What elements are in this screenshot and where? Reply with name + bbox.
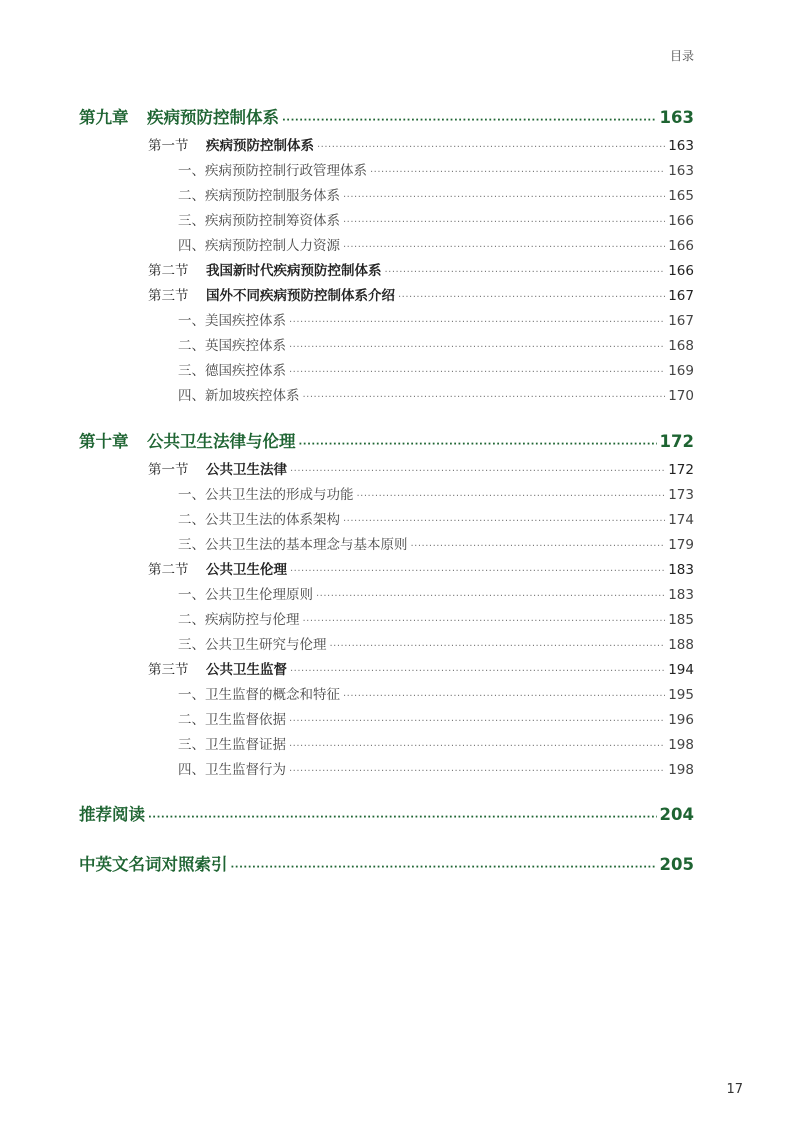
leader-dots xyxy=(289,317,665,328)
toc-item[interactable] xyxy=(178,159,694,179)
page-number: 204 xyxy=(659,805,694,824)
leader-dots xyxy=(343,242,665,253)
toc-chapter[interactable] xyxy=(79,428,694,452)
page-number: 173 xyxy=(668,487,694,503)
toc-item[interactable] xyxy=(178,334,694,354)
page-number: 185 xyxy=(668,612,694,628)
leader-dots xyxy=(303,616,666,627)
page-number: 168 xyxy=(668,338,694,354)
page-number: 183 xyxy=(668,562,694,578)
toc-item[interactable] xyxy=(178,234,694,254)
leader-dots xyxy=(289,766,665,777)
leader-dots xyxy=(290,666,665,677)
page-number: 170 xyxy=(668,388,694,404)
leader-dots xyxy=(330,641,666,652)
item-title: 二、卫生监督依据 xyxy=(178,712,286,728)
section-title: 公共卫生监督 xyxy=(206,662,287,678)
toc-item[interactable] xyxy=(178,209,694,229)
leader-dots xyxy=(316,591,665,602)
toc-item[interactable] xyxy=(178,359,694,379)
section-title: 国外不同疾病预防控制体系介绍 xyxy=(206,288,395,304)
leader-dots xyxy=(343,192,665,203)
item-title: 一、公共卫生法的形成与功能 xyxy=(178,487,354,503)
leader-dots xyxy=(303,392,666,403)
leader-dots xyxy=(290,566,665,577)
running-header: 目录 xyxy=(669,49,694,63)
leader-dots xyxy=(357,491,666,502)
page-number: 172 xyxy=(668,462,694,478)
section-number: 第二节 xyxy=(148,562,189,578)
item-title: 二、公共卫生法的体系架构 xyxy=(178,512,340,528)
leader-dots xyxy=(289,342,665,353)
item-title: 三、卫生监督证据 xyxy=(178,737,286,753)
item-title: 一、卫生监督的概念和特征 xyxy=(178,687,340,703)
toc-item[interactable] xyxy=(178,683,694,703)
page-number: 166 xyxy=(668,263,694,279)
page-number: 198 xyxy=(668,737,694,753)
item-title: 二、疾病防控与伦理 xyxy=(178,612,300,628)
section-number: 第三节 xyxy=(148,662,189,678)
chapter-number: 第九章 xyxy=(79,108,129,127)
page-number: 194 xyxy=(668,662,694,678)
chapter-number: 第十章 xyxy=(79,432,129,451)
toc-item[interactable] xyxy=(178,384,694,404)
page-number: 167 xyxy=(668,288,694,304)
toc-section[interactable] xyxy=(148,284,694,304)
item-title: 二、疾病预防控制服务体系 xyxy=(178,188,340,204)
toc-section[interactable] xyxy=(148,259,694,279)
page-number: 169 xyxy=(668,363,694,379)
leader-dots xyxy=(370,167,665,178)
toc-item[interactable] xyxy=(178,508,694,528)
toc-item[interactable] xyxy=(178,309,694,329)
item-title: 三、公共卫生研究与伦理 xyxy=(178,637,327,653)
page-number: 205 xyxy=(659,855,694,874)
toc-item[interactable] xyxy=(178,708,694,728)
toc-item[interactable] xyxy=(178,758,694,778)
page-number: 195 xyxy=(668,687,694,703)
page-number: 188 xyxy=(668,637,694,653)
chapter-title: 公共卫生法律与伦理 xyxy=(147,432,296,451)
back-matter-title: 推荐阅读 xyxy=(79,805,145,824)
section-title: 公共卫生伦理 xyxy=(206,562,287,578)
item-title: 二、英国疾控体系 xyxy=(178,338,286,354)
item-title: 一、美国疾控体系 xyxy=(178,313,286,329)
leader-dots xyxy=(231,862,657,873)
page-number: 196 xyxy=(668,712,694,728)
page-number: 183 xyxy=(668,587,694,603)
item-title: 四、新加坡疾控体系 xyxy=(178,388,300,404)
chapter-title: 疾病预防控制体系 xyxy=(147,108,279,127)
leader-dots xyxy=(343,691,665,702)
leader-dots xyxy=(385,267,666,278)
toc-section[interactable] xyxy=(148,558,694,578)
section-title: 疾病预防控制体系 xyxy=(206,138,314,154)
toc-item[interactable] xyxy=(178,733,694,753)
item-title: 四、卫生监督行为 xyxy=(178,762,286,778)
item-title: 三、公共卫生法的基本理念与基本原则 xyxy=(178,537,408,553)
page-number: 198 xyxy=(668,762,694,778)
toc-section[interactable] xyxy=(148,458,694,478)
toc-item[interactable] xyxy=(178,583,694,603)
toc-item[interactable] xyxy=(178,608,694,628)
leader-dots xyxy=(289,716,665,727)
page-number: 166 xyxy=(668,213,694,229)
leader-dots xyxy=(398,292,665,303)
section-number: 第一节 xyxy=(148,462,189,478)
toc-section[interactable] xyxy=(148,658,694,678)
leader-dots xyxy=(282,115,657,126)
page-number: 172 xyxy=(659,432,694,451)
page-number: 163 xyxy=(668,138,694,154)
leader-dots xyxy=(317,142,665,153)
leader-dots xyxy=(290,466,665,477)
toc-back-matter[interactable] xyxy=(79,851,694,875)
leader-dots xyxy=(289,741,665,752)
leader-dots xyxy=(343,217,665,228)
toc-section[interactable] xyxy=(148,134,694,154)
leader-dots xyxy=(289,367,665,378)
toc-back-matter[interactable] xyxy=(79,801,694,825)
page-number: 163 xyxy=(668,163,694,179)
back-matter-title: 中英文名词对照索引 xyxy=(79,855,228,874)
toc-chapter[interactable] xyxy=(79,104,694,128)
toc-item[interactable] xyxy=(178,533,694,553)
section-title: 我国新时代疾病预防控制体系 xyxy=(206,263,382,279)
section-number: 第一节 xyxy=(148,138,189,154)
leader-dots xyxy=(148,812,657,823)
page-number: 163 xyxy=(659,108,694,127)
item-title: 四、疾病预防控制人力资源 xyxy=(178,238,340,254)
item-title: 一、疾病预防控制行政管理体系 xyxy=(178,163,367,179)
toc-item[interactable] xyxy=(178,184,694,204)
leader-dots xyxy=(299,439,657,450)
page-number: 165 xyxy=(668,188,694,204)
page-number: 166 xyxy=(668,238,694,254)
toc-item[interactable] xyxy=(178,633,694,653)
item-title: 三、德国疾控体系 xyxy=(178,363,286,379)
page-number: 174 xyxy=(668,512,694,528)
item-title: 三、疾病预防控制筹资体系 xyxy=(178,213,340,229)
section-number: 第二节 xyxy=(148,263,189,279)
page-folio: 17 xyxy=(726,1082,743,1097)
leader-dots xyxy=(343,516,665,527)
section-number: 第三节 xyxy=(148,288,189,304)
toc-item[interactable] xyxy=(178,483,694,503)
page-number: 179 xyxy=(668,537,694,553)
page-number: 167 xyxy=(668,313,694,329)
section-title: 公共卫生法律 xyxy=(206,462,287,478)
leader-dots xyxy=(411,541,666,552)
item-title: 一、公共卫生伦理原则 xyxy=(178,587,313,603)
